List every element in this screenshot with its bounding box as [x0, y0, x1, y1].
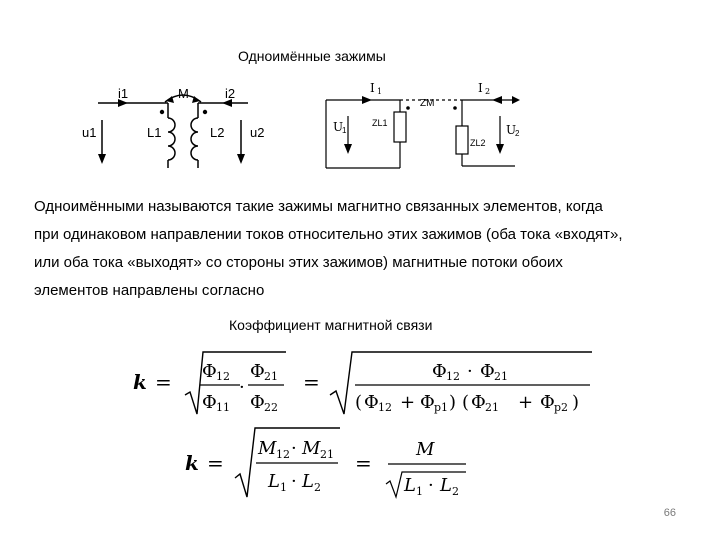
f1-sub11: 11 [216, 401, 230, 414]
paragraph-line-3: или оба тока «выходят» со стороны этих зажимов) магнитные потоки обоих [34, 254, 563, 271]
label-u1: u1 [82, 125, 97, 140]
paragraph-line-1: Одноимёнными называются такие зажимы магнитно связанных элементов, когда [34, 198, 603, 215]
label-U2: U [506, 123, 517, 137]
paragraph-line-4: элементов направлены согласно [34, 282, 265, 299]
f1-paren-open-1: ( [355, 392, 363, 413]
label-I2: I [478, 81, 483, 95]
f1-num-phi12: Φ [432, 361, 447, 382]
page-number: 66 [663, 507, 676, 519]
f2-L2-sub: 2 [314, 481, 321, 494]
label-I1: I [370, 81, 375, 95]
f1-sub21: 21 [264, 370, 278, 383]
label-U1: U [333, 120, 344, 134]
label-I2-sub: 2 [485, 87, 491, 96]
f1-plus-1: + [400, 392, 416, 413]
label-U1-sub: 1 [342, 126, 347, 135]
f2-den-dot: · [291, 471, 297, 492]
f2-den-L1-sub: 1 [416, 485, 423, 498]
f1-phi12: Φ [202, 361, 217, 382]
f1-phi21: Φ [250, 361, 265, 382]
label-i1: i1 [118, 86, 129, 101]
paragraph-line-2: при одинаковом направлении токов относительно этих зажимов (оба тока «входят», [34, 226, 623, 243]
label-L1: L1 [147, 125, 162, 140]
section-heading: Одноимённые зажимы [238, 48, 386, 64]
f1-num-sub12: 12 [446, 370, 460, 383]
f2-M: M [416, 439, 435, 460]
f2-num-dot: · [291, 438, 297, 459]
label-L2: L2 [210, 125, 225, 140]
f1-sub12: 12 [216, 370, 230, 383]
f1-k: k [133, 370, 147, 394]
coefficient-heading: Коэффициент магнитной связи [229, 317, 433, 333]
f2-eq: = [207, 451, 224, 475]
f1-den-phip1: Φ [420, 392, 435, 413]
label-I1-sub: 1 [377, 87, 383, 96]
f1-den-phip2: Φ [540, 392, 555, 413]
f1-num-phi21: Φ [480, 361, 495, 382]
f2-den-L2: L [440, 475, 452, 496]
label-ZL2: ZL2 [470, 138, 486, 148]
f1-eq2: = [303, 370, 320, 394]
f2-den-dot2: · [428, 475, 434, 496]
f1-paren-open-2: ( [462, 392, 470, 413]
f1-paren-close-2: ) [572, 392, 580, 413]
f2-M21: M [302, 438, 321, 459]
f1-paren-close-1: ) [449, 392, 457, 413]
f2-M12: M [258, 438, 277, 459]
f1-num-sub21: 21 [494, 370, 508, 383]
f1-num-dot: · [467, 361, 473, 382]
f2-L1: L [268, 471, 280, 492]
f2-L2: L [302, 471, 314, 492]
label-i2: i2 [225, 86, 236, 101]
f1-sub22: 22 [264, 401, 278, 414]
f1-den-sub21: 21 [485, 401, 499, 414]
label-u2: u2 [250, 125, 265, 140]
label-mutual: M [178, 86, 189, 101]
f1-plus-2: + [518, 392, 534, 413]
f2-M21-sub: 21 [320, 448, 334, 461]
f2-k: k [185, 451, 199, 475]
f1-den-sub12: 12 [378, 401, 392, 414]
f2-L1-sub: 1 [280, 481, 287, 494]
f1-eq: = [155, 370, 172, 394]
f1-phi22: Φ [250, 392, 265, 413]
label-ZL1: ZL1 [372, 118, 388, 128]
f2-den-L1: L [404, 475, 416, 496]
label-ZM: ZM [420, 98, 435, 109]
f1-den-phi12: Φ [364, 392, 379, 413]
f2-M12-sub: 12 [276, 448, 290, 461]
f1-den-phi21: Φ [471, 392, 486, 413]
label-U2-sub: 2 [515, 129, 520, 138]
f1-phi11: Φ [202, 392, 217, 413]
f2-eq2: = [355, 451, 372, 475]
f1-den-subp2: p2 [554, 401, 569, 414]
f2-den-L2-sub: 2 [452, 485, 459, 498]
f1-dot: · [239, 377, 245, 398]
f1-den-subp1: p1 [434, 401, 449, 414]
